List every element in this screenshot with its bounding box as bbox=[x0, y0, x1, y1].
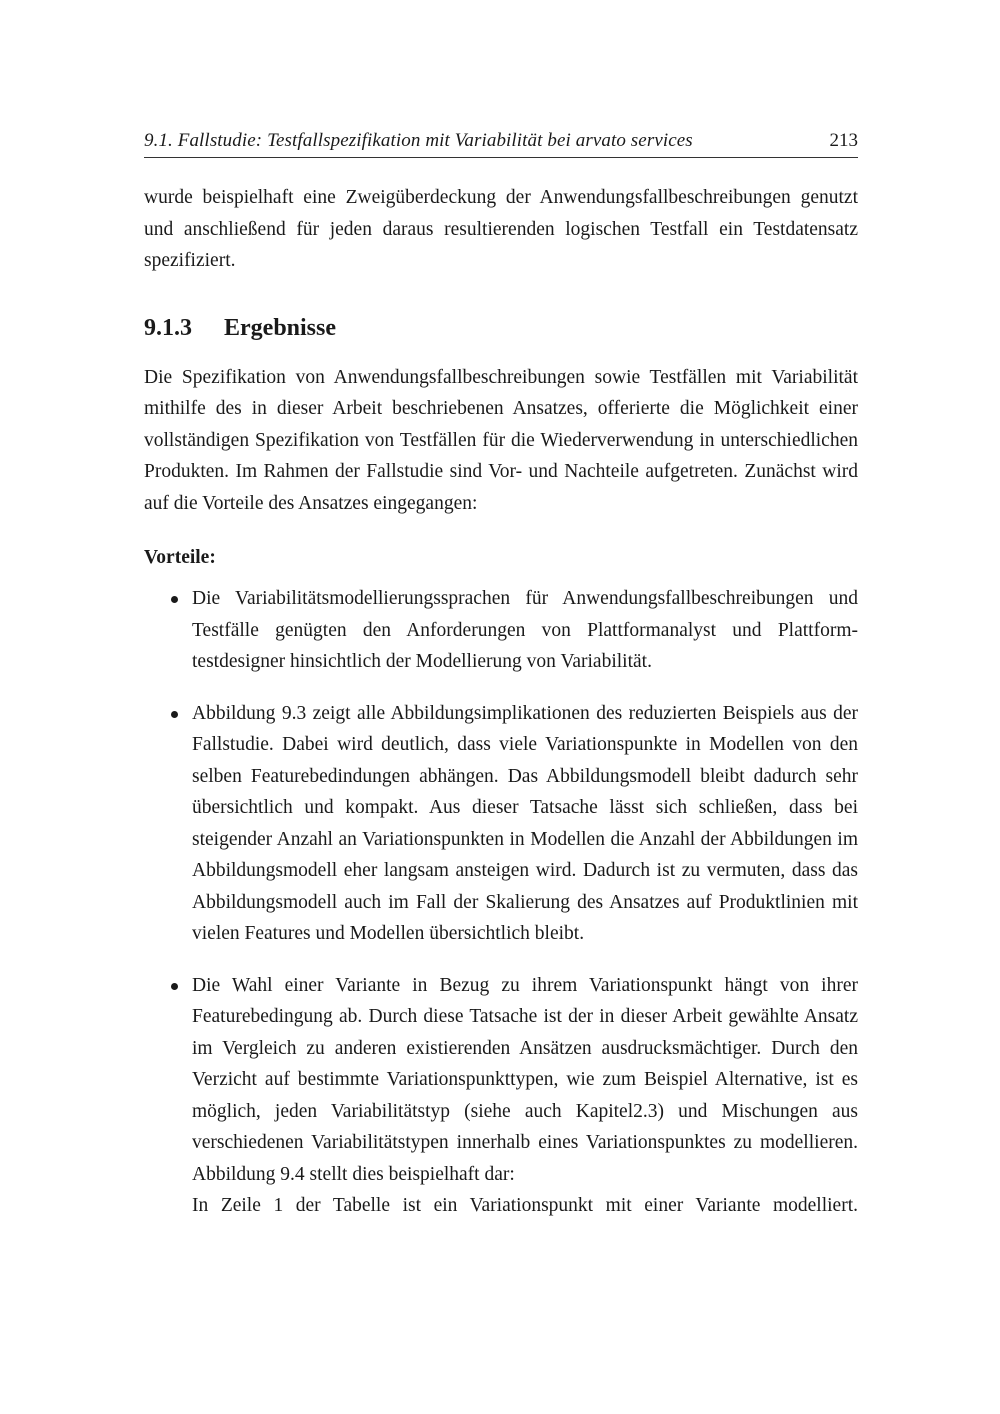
list-item-continuation: In Zeile 1 der Tabelle ist ein Variationspunkt mit einer Variante modelliert. bbox=[192, 1195, 858, 1216]
list-item-text: Die Variabilitätsmodellierungssprachen für Anwendungsfallbeschreibungen und Testfälle genügten den Anforderungen von Plattformanalyst und Plattformtestdesigner hinsichtlich der Modellierung von Variabilität. bbox=[192, 588, 858, 672]
bullet-icon bbox=[171, 983, 178, 990]
section-title: Ergebnisse bbox=[224, 314, 337, 341]
section-number: 9.1.3 bbox=[144, 314, 192, 341]
bullet-icon bbox=[171, 711, 178, 718]
list-item-text: Die Wahl einer Variante in Bezug zu ihrem Variationspunkt hängt von ihrer Featurebedingung ab. Durch diese Tatsache ist der in dieser Arbeit gewählte Ansatz im Vergleich zu anderen existierenden Ansätzen ausdrucksmächtiger. Durch den Verzicht auf bestimmte Variationspunkttypen, wie zum Beispiel Alternative, ist es möglich, jeden Variabilitätstyp (siehe auch Kapitel2.3) und Mischungen aus verschiedenen Variabilitätstypen innerhalb eines Variationspunktes zu modellieren. Abbildung 9.4 stellt dies beispielhaft dar: bbox=[192, 974, 858, 1185]
list-item bbox=[144, 698, 858, 950]
intro-paragraph: wurde beispielhaft eine Zweigüberdeckung der Anwendungsfallbeschreibungen genutzt und anschließend für jeden daraus resultierenden logischen Testfall ein Testdatensatz spezifiziert. bbox=[144, 187, 858, 271]
running-head-title: 9.1. Fallstudie: Testfallspezifikation mit Variabilität bei arvato services bbox=[144, 130, 693, 151]
list-item bbox=[144, 583, 858, 678]
list-item-text: Abbildung 9.3 zeigt alle Abbildungsimplikationen des reduzierten Beispiels aus der Fallstudie. Dabei wird deutlich, dass viele Variationspunkte in Modellen von den selben Featurebedindungen abhängen. Das Abbildungsmodell bleibt dadurch sehr übersichtlich und kompakt. Aus dieser Tatsache lässt sich schließen, dass bei steigender Anzahl an Variationspunkten in Modellen die Anzahl der Abbildungen im Abbildungsmodell eher langsam ansteigen wird. Dadurch ist zu vermuten, dass das Abbildungsmodell auch im Fall der Skalierung des Ansatzes auf Produktlinien mit vielen Features und Modellen übersichtlich bleibt. bbox=[192, 702, 858, 944]
section-paragraph: Die Spezifikation von Anwendungsfallbeschreibungen sowie Testfällen mit Variabilität mithilfe des in dieser Arbeit beschriebenen Ansatzes, offerierte die Möglichkeit einer vollständigen Spezifikation von Testfällen für die Wiederverwendung in unterschiedlichen Produkten. Im Rahmen der Fallstudie sind Vor- und Nachteile aufgetreten. Zunächst wird auf die Vorteile des Ansatzes eingegangen: bbox=[144, 366, 858, 514]
list-item bbox=[144, 970, 858, 1222]
section-heading bbox=[144, 315, 858, 342]
page-content bbox=[144, 130, 858, 1242]
advantages-list bbox=[144, 583, 858, 1222]
bullet-icon bbox=[171, 596, 178, 603]
advantages-heading: Vorteile: bbox=[144, 547, 216, 568]
running-head bbox=[144, 130, 858, 158]
page-number: 213 bbox=[829, 130, 858, 151]
